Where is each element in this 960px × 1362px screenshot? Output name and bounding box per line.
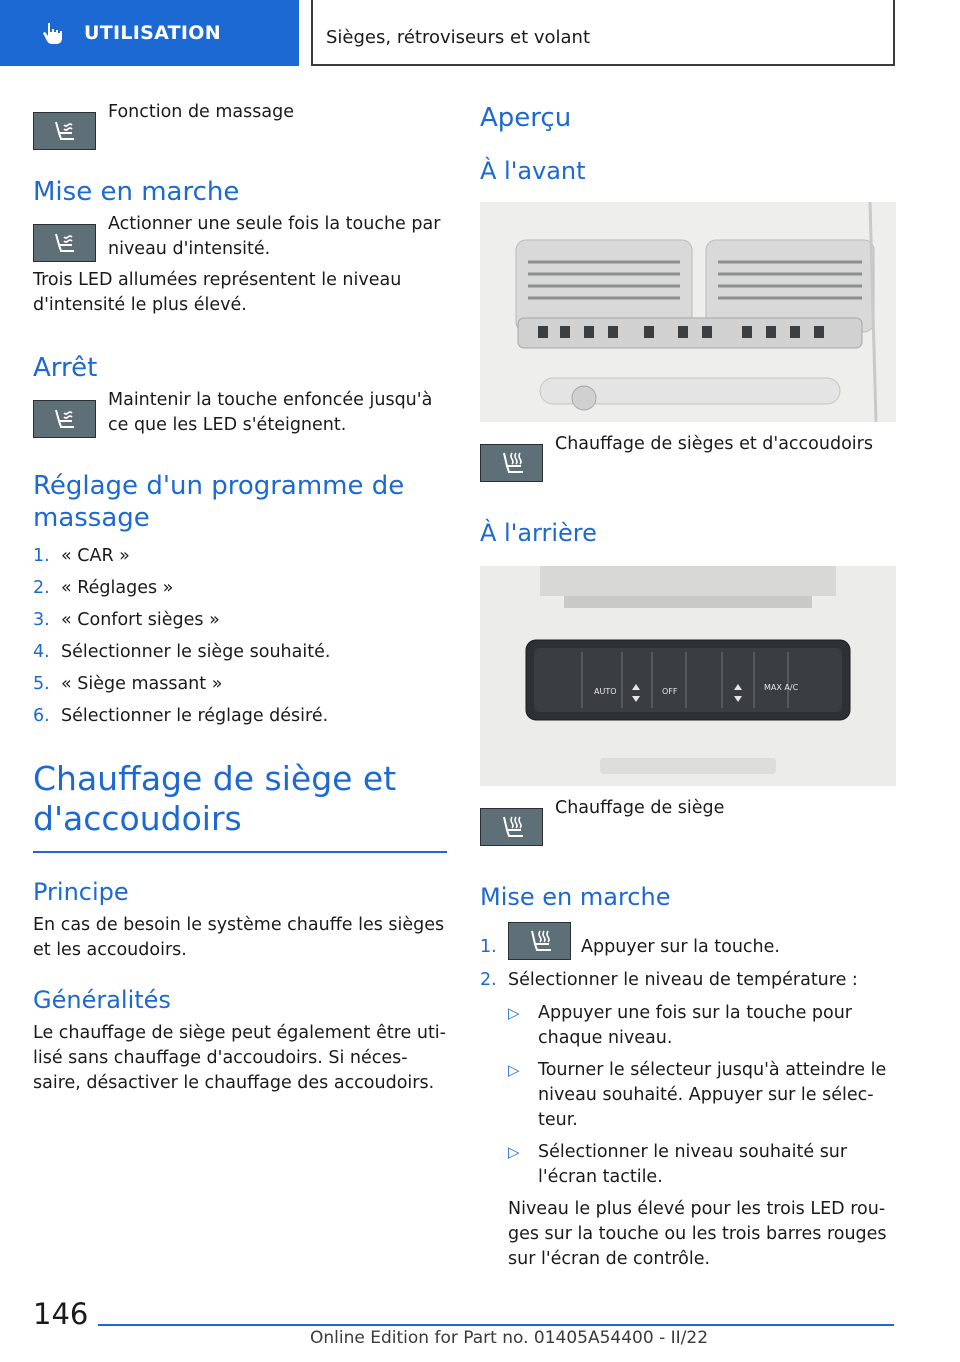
list-item: ▷ Appuyer une fois sur la touche pour chaque niveau. xyxy=(508,1001,896,1051)
massage-seat-icon xyxy=(33,400,96,438)
section-rule xyxy=(33,851,447,853)
mise-en-marche-paragraph: Trois LED allumées représentent le niveau d'intensité le plus élevé. xyxy=(33,270,402,315)
list-item: 2. « Réglages » xyxy=(33,578,174,598)
heading-arret: Arrêt xyxy=(33,353,98,383)
panel-label-off: OFF xyxy=(662,687,678,696)
header-divider xyxy=(311,0,313,66)
panel-label-max-ac: MAX A/C xyxy=(764,683,799,692)
list-item: 4. Sélectionner le siège souhaité. xyxy=(33,642,331,662)
triangle-bullet-icon: ▷ xyxy=(508,1143,520,1161)
left-column xyxy=(33,96,447,1096)
heading-mise-en-marche-right: Mise en marche xyxy=(480,883,671,911)
reglage-steps xyxy=(33,544,447,729)
heading-generalites: Généralités xyxy=(33,985,171,1014)
massage-function-label: Fonction de massage xyxy=(108,102,294,122)
list-item: 1. « CAR » xyxy=(33,546,130,566)
heading-apercu: Aperçu xyxy=(480,103,572,133)
arret-row xyxy=(33,384,447,438)
triangle-bullet-icon: ▷ xyxy=(508,1061,520,1079)
heading-principe: Principe xyxy=(33,877,129,906)
heading-chauffage: Chauffage de siège et d'accoudoirs xyxy=(33,759,397,838)
seat-heating-icon xyxy=(480,808,543,846)
heading-mise-en-marche: Mise en marche xyxy=(33,177,240,207)
list-item: 6. Sélectionner le réglage désiré. xyxy=(33,706,329,726)
arret-text: Maintenir la touche enfoncée jusqu'à ce que les LED s'éteignent. xyxy=(108,390,433,435)
panel-label-auto: AUTO xyxy=(594,687,617,696)
front-console-photo xyxy=(480,202,896,422)
principe-paragraph: En cas de besoin le système chauffe les sièges et les accoudoirs. xyxy=(33,914,445,960)
step-2: 2. Sélectionner le niveau de température : xyxy=(480,970,858,990)
rear-console-photo xyxy=(480,566,896,786)
hand-pointer-icon xyxy=(38,18,68,48)
heading-arriere: À l'arrière xyxy=(480,519,597,547)
seat-heating-icon xyxy=(480,444,543,482)
avant-caption: Chauffage de sièges et d'accoudoirs xyxy=(555,434,873,454)
list-item: ▷ Sélectionner le niveau souhaité sur l'écran tactile. xyxy=(508,1140,896,1190)
footer-rule xyxy=(98,1324,894,1326)
page-title: Sièges, rétroviseurs et volant xyxy=(326,27,591,48)
list-item: ▷ Tourner le sélecteur jusqu'à atteindre le niveau souhaité. Appuyer sur le sélec-teur. xyxy=(508,1058,896,1133)
massage-function-row xyxy=(33,96,447,150)
right-column xyxy=(480,96,896,1272)
generalites-paragraph: Le chauffage de siège peut également être uti-lisé sans chauffage d'accoudoirs. Si néces-saire, désactiver le chauffage des accoudoirs. xyxy=(33,1022,446,1093)
page-header xyxy=(0,0,960,66)
page-number: 146 xyxy=(33,1297,89,1331)
footer-edition: Online Edition for Part no. 01405A54400 - II/22 xyxy=(310,1328,709,1348)
seat-heating-icon xyxy=(508,922,571,960)
list-item: 3. « Confort sièges » xyxy=(33,610,220,630)
step-1: 1. Appuyer sur la touche. xyxy=(480,922,896,960)
mise-en-marche-text: Actionner une seule fois la touche par niveau d'intensité. xyxy=(108,214,441,259)
arriere-caption-row xyxy=(480,784,896,846)
heading-avant: À l'avant xyxy=(480,157,586,185)
mise-en-marche-row xyxy=(33,208,447,262)
arriere-caption: Chauffage de siège xyxy=(555,798,725,818)
massage-seat-icon xyxy=(33,112,96,150)
heading-reglage: Réglage d'un programme de massage xyxy=(33,471,405,533)
step-2-options xyxy=(508,1001,896,1190)
section-tab xyxy=(0,0,299,66)
header-divider xyxy=(893,0,895,66)
closing-paragraph: Niveau le plus élevé pour les trois LED rou-ges sur la touche ou les trois barres rouges sur l'écran de contrôle. xyxy=(508,1199,887,1269)
header-divider xyxy=(311,64,895,66)
avant-caption-row xyxy=(480,420,896,482)
triangle-bullet-icon: ▷ xyxy=(508,1004,520,1022)
list-item: 5. « Siège massant » xyxy=(33,674,223,694)
section-label: UTILISATION xyxy=(84,22,221,44)
massage-seat-icon xyxy=(33,224,96,262)
